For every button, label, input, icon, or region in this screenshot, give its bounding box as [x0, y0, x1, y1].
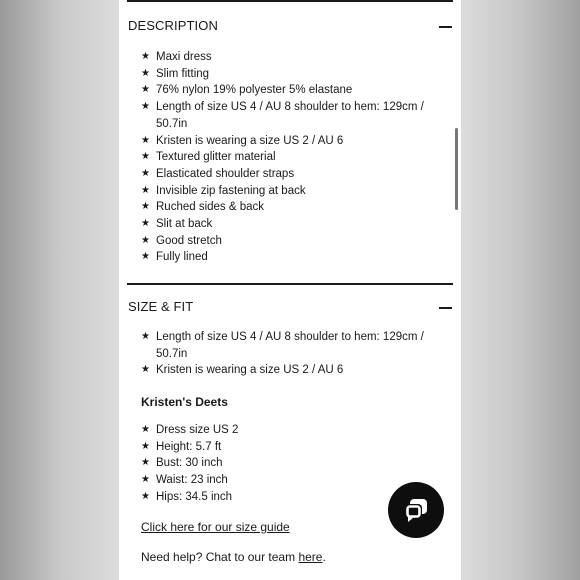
star-icon: ★: [141, 184, 150, 196]
description-list-item: [141, 199, 431, 216]
size-fit-list: [141, 329, 431, 379]
list-item-text: Kristen is wearing a size US 2 / AU 6: [156, 134, 344, 147]
list-item-text: Good stretch: [156, 234, 222, 247]
collapse-size-fit-minus-icon[interactable]: [439, 298, 453, 318]
list-item-text: Fully lined: [156, 251, 208, 264]
star-icon: ★: [141, 201, 150, 213]
deets-list: [141, 422, 431, 506]
section-title-size-fit: SIZE & FIT: [128, 299, 194, 314]
star-icon: ★: [141, 101, 150, 113]
star-icon: ★: [141, 134, 150, 146]
deets-list-item: [141, 472, 431, 489]
description-list: [141, 49, 431, 266]
list-item-text: Length of size US 4 / AU 8 shoulder to hem: 129cm / 50.7in: [156, 331, 424, 360]
list-item-text: Bust: 30 inch: [156, 457, 223, 470]
list-item-text: Slit at back: [156, 218, 213, 231]
size-fit-list-item: [141, 362, 431, 379]
list-item-text: Dress size US 2: [156, 424, 239, 436]
list-item-text: Textured glitter material: [156, 151, 276, 164]
help-text: [141, 550, 326, 564]
deets-title: Kristen's Deets: [141, 395, 228, 409]
chat-button[interactable]: [388, 482, 444, 538]
description-list-item: [141, 133, 431, 150]
star-icon: ★: [141, 234, 150, 246]
star-icon: ★: [141, 424, 150, 435]
description-list-item: [141, 149, 431, 166]
description-list-item: [141, 99, 431, 132]
star-icon: ★: [141, 364, 150, 376]
list-item-text: Height: 5.7 ft: [156, 440, 222, 453]
list-item-text: Ruched sides & back: [156, 201, 265, 214]
help-period: .: [322, 550, 326, 564]
description-list-item: [141, 249, 431, 266]
star-icon: ★: [141, 251, 150, 263]
description-list-item: [141, 216, 431, 233]
help-label: Need help? Chat to our team: [141, 550, 299, 564]
list-item-text: Elasticated shoulder straps: [156, 167, 295, 180]
list-item-text: Waist: 23 inch: [156, 474, 228, 487]
description-list-item: [141, 66, 431, 83]
star-icon: ★: [141, 457, 150, 469]
star-icon: ★: [141, 490, 150, 502]
description-list-item: [141, 49, 431, 66]
star-icon: ★: [141, 218, 150, 230]
star-icon: ★: [141, 474, 150, 486]
list-item-text: Slim fitting: [156, 67, 210, 80]
star-icon: ★: [141, 51, 150, 62]
section-title-description: DESCRIPTION: [128, 18, 218, 33]
star-icon: ★: [141, 331, 150, 342]
star-icon: ★: [141, 440, 150, 452]
list-item-text: Kristen is wearing a size US 2 / AU 6: [156, 364, 344, 377]
list-item-text: Maxi dress: [156, 51, 212, 63]
size-fit-list-item: [141, 329, 431, 362]
list-item-text: Length of size US 4 / AU 8 shoulder to hem: 129cm / 50.7in: [156, 101, 424, 130]
description-list-item: [141, 233, 431, 250]
deets-list-item: [141, 439, 431, 456]
star-icon: ★: [141, 67, 150, 79]
chat-bubble-icon: [402, 496, 430, 524]
scrollbar[interactable]: [455, 128, 458, 210]
deets-list-item: [141, 422, 431, 439]
description-list-item: [141, 166, 431, 183]
description-list-item: [141, 82, 431, 99]
deets-list-item: [141, 489, 431, 506]
collapse-description-minus-icon[interactable]: [439, 17, 453, 37]
list-item-text: Hips: 34.5 inch: [156, 490, 233, 503]
chat-here-link[interactable]: here: [298, 550, 323, 564]
list-item-text: Invisible zip fastening at back: [156, 184, 306, 197]
divider: [127, 283, 453, 285]
size-guide-link-row: [141, 520, 290, 534]
size-guide-link[interactable]: Click here for our size guide: [141, 520, 290, 534]
deets-list-item: [141, 455, 431, 472]
star-icon: ★: [141, 151, 150, 163]
description-list-item: [141, 183, 431, 200]
star-icon: ★: [141, 84, 150, 96]
divider: [127, 0, 453, 2]
star-icon: ★: [141, 167, 150, 179]
list-item-text: 76% nylon 19% polyester 5% elastane: [156, 84, 353, 97]
